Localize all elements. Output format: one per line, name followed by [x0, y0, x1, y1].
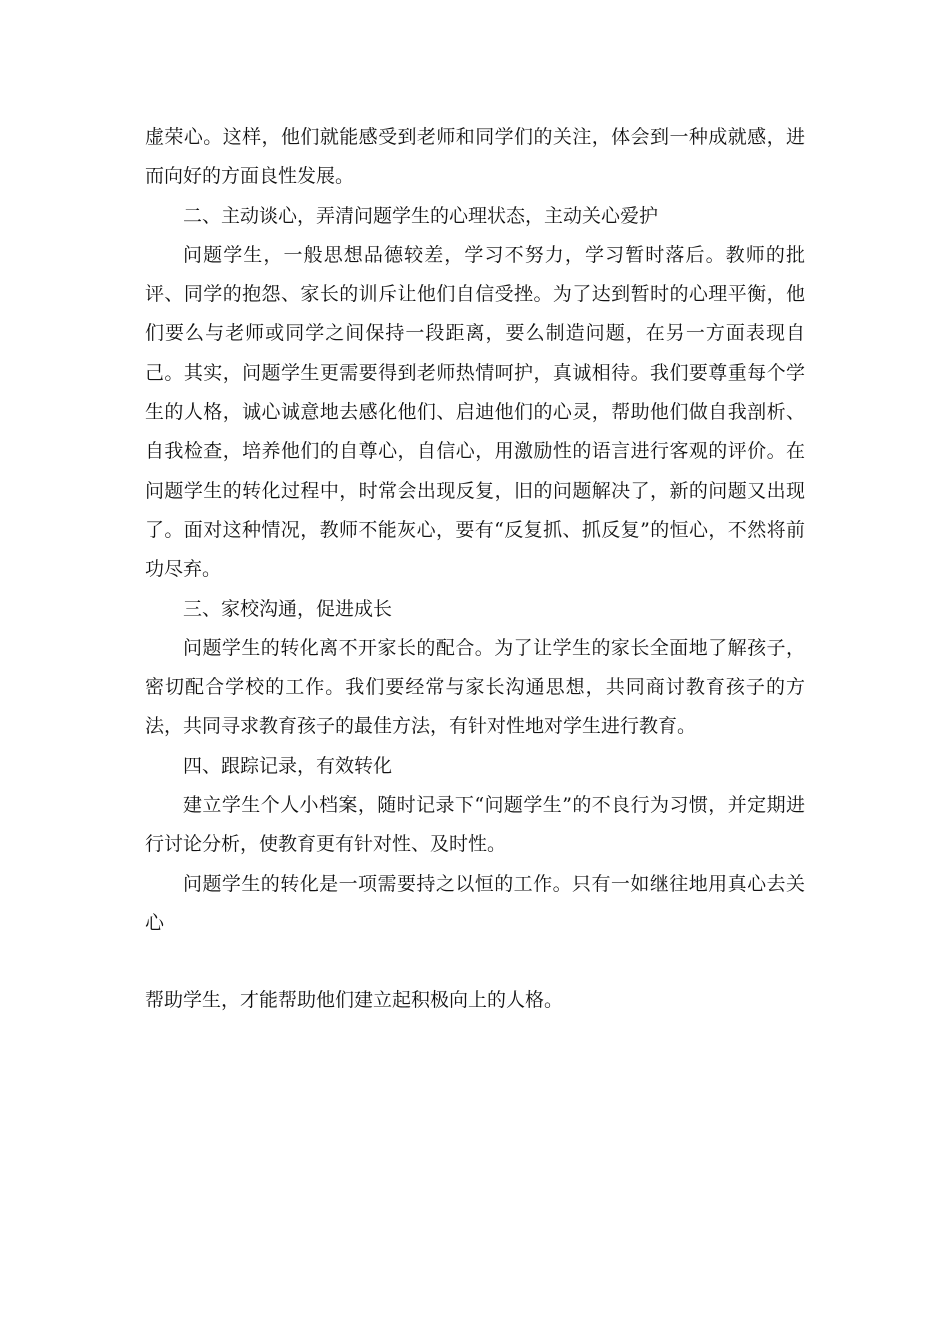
paragraph-continuation: 帮助学生，才能帮助他们建立起积极向上的人格。 — [145, 989, 564, 1012]
paragraph-continuation: 虚荣心。这样，他们就能感受到老师和同学们的关注，体会到一种成就感，进而向好的方面良性发展。 — [145, 126, 805, 188]
paragraph-conclusion: 问题学生的转化是一项需要持之以恒的工作。只有一如继往地用真心去关心 — [145, 872, 805, 934]
document-body — [145, 118, 805, 1021]
section-heading-4: 四、跟踪记录，有效转化 — [183, 754, 393, 777]
section-heading-3: 三、家校沟通，促进成长 — [183, 597, 393, 620]
section-heading-2: 二、主动谈心，弄清问题学生的心理状态，主动关心爱护 — [183, 204, 659, 227]
paragraph-body: 问题学生，一般思想品德较差，学习不努力，学习暂时落后。教师的批评、同学的抱怨、家长的训斥让他们自信受挫。为了达到暂时的心理平衡，他们要么与老师或同学之间保持一段距离，要么制造问题，在另一方面表现自己。其实，问题学生更需要得到老师热情呵护，真诚相待。我们要尊重每个学生的人格，诚心诚意地去感化他们、启迪他们的心灵，帮助他们做自我剖析、自我检查，培养他们的自尊心，自信心，用激励性的语言进行客观的评价。在问题学生的转化过程中，时常会出现反复，旧的问题解决了，新的问题又出现了。面对这种情况，教师不能灰心，要有“反复抓、抓反复”的恒心，不然将前功尽弃。 — [145, 243, 805, 581]
paragraph-body: 问题学生的转化离不开家长的配合。为了让学生的家长全面地了解孩子，密切配合学校的工作。我们要经常与家长沟通思想，共同商讨教育孩子的方法，共同寻求教育孩子的最佳方法，有针对性地对学生进行教育。 — [145, 636, 805, 738]
paragraph-body: 建立学生个人小档案，随时记录下“问题学生”的不良行为习惯，并定期进行讨论分析，使教育更有针对性、及时性。 — [145, 794, 805, 856]
